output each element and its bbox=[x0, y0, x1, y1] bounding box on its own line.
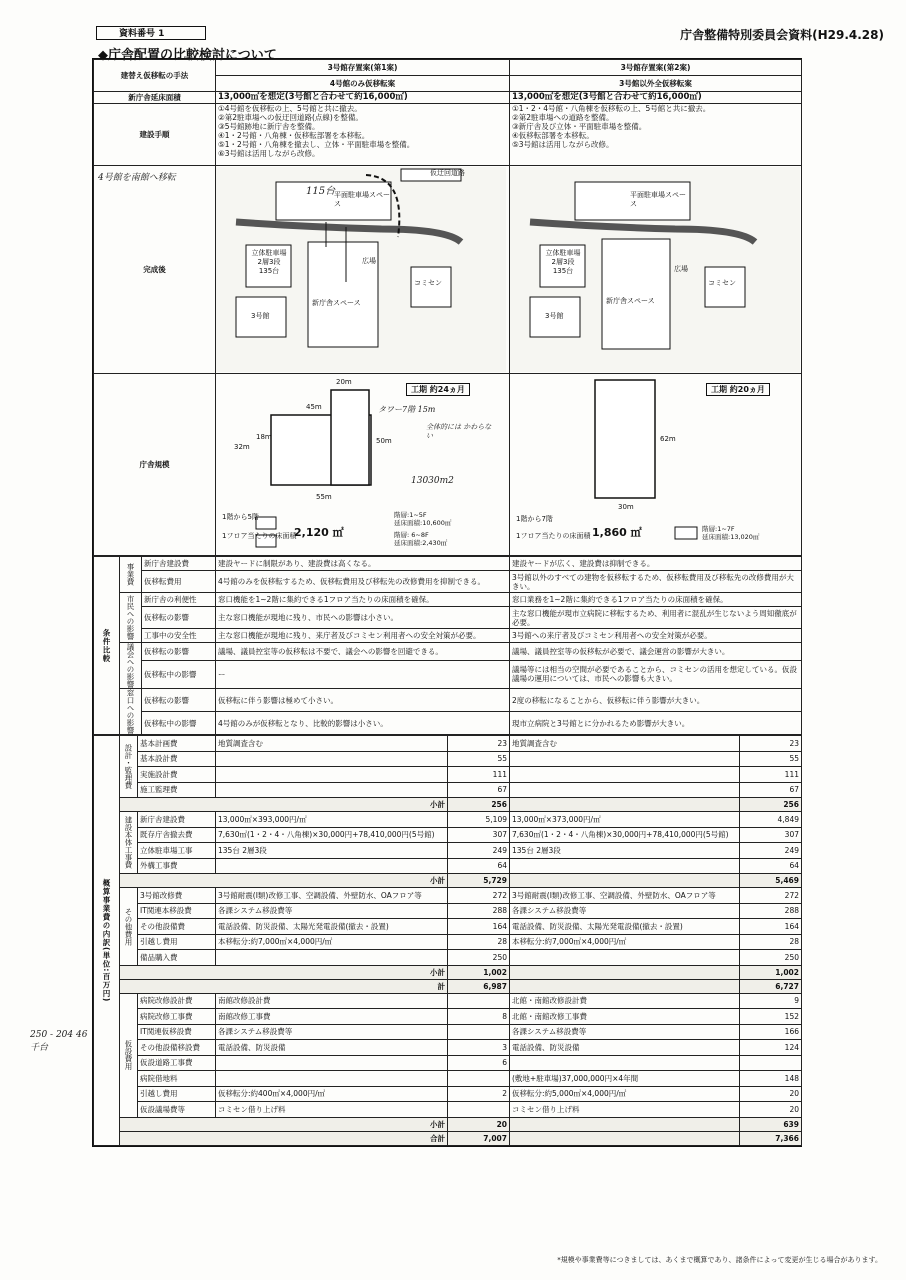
document-number: 資料番号 1 bbox=[96, 26, 206, 40]
condition-plan-b: 建設ヤードが広く、建設費は抑制できる。 bbox=[510, 557, 802, 571]
cost-plan-a-value bbox=[448, 993, 510, 1009]
step-item: ⑤3号館は活用しながら改修。 bbox=[512, 140, 614, 149]
plan-b-footprint bbox=[510, 375, 800, 555]
cost-row bbox=[94, 1024, 802, 1040]
parking-label: 平面駐車場スペース bbox=[334, 191, 390, 208]
condition-plan-b: 窓口業務を1~2階に集約できる1フロア当たりの床面積を確保。 bbox=[510, 593, 802, 607]
cost-row bbox=[94, 919, 802, 935]
cost-plan-b-value: 166 bbox=[740, 1024, 802, 1040]
cost-total-label: 計 bbox=[120, 979, 448, 993]
step-item: ③5号館跡地に新庁舎を整備。 bbox=[218, 122, 320, 131]
condition-item: 新庁舎建設費 bbox=[142, 557, 216, 571]
cost-subtotal-spacer bbox=[510, 798, 740, 812]
cost-plan-b-value: 250 bbox=[740, 950, 802, 966]
condition-plan-b: 3号館への来庁者及びコミセン利用者への安全対策が必要。 bbox=[510, 629, 802, 643]
cost-plan-b-value: 249 bbox=[740, 843, 802, 859]
plan-a-name: 3号館存置案(第1案) bbox=[216, 60, 510, 76]
cost-plan-a-note: 各課システム移設費等 bbox=[216, 903, 448, 919]
cost-item: 外構工事費 bbox=[138, 858, 216, 874]
legend-text: 延床面積:13,020㎡ bbox=[702, 532, 760, 541]
cost-plan-b-value: 20 bbox=[740, 1102, 802, 1118]
handwritten-margin-note: 250 - 204 46 千台 bbox=[30, 1030, 88, 1053]
plan-b-site-map bbox=[510, 166, 802, 374]
cost-row bbox=[94, 1071, 802, 1087]
after-label-text: 完成後 bbox=[143, 265, 166, 274]
cost-plan-a-value: 288 bbox=[448, 903, 510, 919]
cost-subtotal-b: 639 bbox=[740, 1117, 802, 1131]
plan-a-period: 工期 約24ヵ月 bbox=[406, 383, 470, 396]
dim-label: 55m bbox=[316, 492, 332, 501]
steps-label: 建設手順 bbox=[94, 104, 216, 166]
cost-subtotal-spacer bbox=[510, 1117, 740, 1131]
cost-plan-a-value: 67 bbox=[448, 782, 510, 798]
condition-plan-a: 建設ヤードに制限があり、建設費は高くなる。 bbox=[216, 557, 510, 571]
cost-total-spacer bbox=[510, 979, 740, 993]
cost-plan-a-note: 7,630㎡(1・2・4・八角棟)×30,000円+78,410,000円(5号館) bbox=[216, 827, 448, 843]
plaza-label: 広場 bbox=[674, 265, 688, 273]
cost-plan-b-note bbox=[510, 767, 740, 783]
plaza-label: 広場 bbox=[362, 257, 376, 265]
condition-item: 仮移転の影響 bbox=[142, 643, 216, 661]
cost-section-label: その他費用 bbox=[120, 888, 138, 966]
condition-row bbox=[94, 689, 802, 712]
cost-plan-a-note: 3号館耐震(Ⅰ類)改修工事、空調設備、外壁防水、OAフロア等 bbox=[216, 888, 448, 904]
condition-row bbox=[94, 643, 802, 661]
cost-subtotal-a: 20 bbox=[448, 1117, 510, 1131]
cost-item: 既存庁舎撤去費 bbox=[138, 827, 216, 843]
cost-plan-a-note: 南館改修設計費 bbox=[216, 993, 448, 1009]
cost-subtotal-spacer bbox=[510, 874, 740, 888]
footnote: *規模や事業費等につきましては、あくまで概算であり、諸条件によって変更が生じる場合があります。 bbox=[557, 1256, 882, 1264]
cost-row bbox=[94, 993, 802, 1009]
cost-plan-a-note bbox=[216, 858, 448, 874]
cost-plan-a-value bbox=[448, 1024, 510, 1040]
cost-row bbox=[94, 903, 802, 919]
detour-road-label: 仮迂回道路 bbox=[430, 169, 465, 177]
cost-row bbox=[94, 950, 802, 966]
cost-plan-b-note: 地質調査含む bbox=[510, 736, 740, 752]
cost-plan-a-value: 272 bbox=[448, 888, 510, 904]
cost-item: 引越し費用 bbox=[138, 1086, 216, 1102]
legend-text: 階層:1~5F bbox=[394, 510, 427, 519]
cost-row bbox=[94, 858, 802, 874]
legend-text: 延床面積:10,600㎡ bbox=[394, 518, 452, 527]
cost-plan-a-note: 本移転分:約7,000㎡×4,000円/㎡ bbox=[216, 934, 448, 950]
plan-a-floor-area: 13,000㎡を想定(3号館と合わせて約16,000㎡) bbox=[216, 92, 510, 104]
cost-plan-a-note: 仮移転分:約400㎡×4,000円/㎡ bbox=[216, 1086, 448, 1102]
cost-plan-a-note: 南館改修工事費 bbox=[216, 1009, 448, 1025]
cost-plan-b-note: 電話設備、防災設備 bbox=[510, 1040, 740, 1056]
cost-row bbox=[94, 1055, 802, 1071]
condition-subgroup: 市民への影響 bbox=[120, 593, 142, 643]
cost-total-a: 7,007 bbox=[448, 1131, 510, 1145]
condition-row bbox=[94, 660, 802, 688]
legend-text: 階層: 6~8F bbox=[394, 530, 429, 539]
cost-row bbox=[94, 934, 802, 950]
condition-plan-a: 仮移転に伴う影響は極めて小さい。 bbox=[216, 689, 510, 712]
plan-a-steps bbox=[216, 104, 510, 166]
cost-plan-a-value: 3 bbox=[448, 1040, 510, 1056]
plan-b-period: 工期 約20ヵ月 bbox=[706, 383, 770, 396]
cost-subtotal-row bbox=[94, 965, 802, 979]
condition-row bbox=[94, 629, 802, 643]
cost-item: IT関連仮移設費 bbox=[138, 1024, 216, 1040]
cost-plan-b-value: 23 bbox=[740, 736, 802, 752]
cost-plan-a-note: 電話設備、防災設備、太陽光発電設備(撤去・設置) bbox=[216, 919, 448, 935]
legend-text: 延床面積:2,430㎡ bbox=[394, 538, 448, 547]
multi-parking-label: 立体駐車場 2層3段 135台 bbox=[251, 249, 287, 275]
cost-row bbox=[94, 1102, 802, 1118]
plan-a-area: 2,120 ㎡ bbox=[294, 525, 344, 539]
cost-item: その他設備移設費 bbox=[138, 1040, 216, 1056]
method-label: 建替え仮移転の手法 bbox=[94, 60, 216, 92]
dim-label: 18m bbox=[256, 432, 272, 441]
step-item: ①1・2・4号館・八角棟を仮移転の上、5号館と共に撤去。 bbox=[512, 104, 711, 113]
cost-plan-b-value: 64 bbox=[740, 858, 802, 874]
floor-area-label: 新庁舎延床面積 bbox=[94, 92, 216, 104]
cost-subtotal-label: 小計 bbox=[120, 1117, 448, 1131]
cost-plan-b-value: 164 bbox=[740, 919, 802, 935]
cost-item: 立体駐車場工事 bbox=[138, 843, 216, 859]
plan-b-name: 3号館存置案(第2案) bbox=[510, 60, 802, 76]
handwritten-note: 13030m2 bbox=[411, 475, 454, 486]
cost-subtotal-label: 小計 bbox=[120, 965, 448, 979]
handwritten-note: タワー7階 15m bbox=[378, 404, 436, 414]
document-header-title: 庁舎整備特別委員会資料(H29.4.28) bbox=[680, 28, 884, 42]
dim-label: 50m bbox=[376, 436, 392, 445]
comparison-sheet bbox=[92, 58, 802, 1147]
cost-row bbox=[94, 812, 802, 828]
cost-subtotal-label: 小計 bbox=[120, 798, 448, 812]
condition-subgroup: 窓口への影響 bbox=[120, 689, 142, 735]
legend-text: 階層:1~7F bbox=[702, 524, 735, 533]
cost-total-row bbox=[94, 979, 802, 993]
cost-subtotal-spacer bbox=[510, 965, 740, 979]
plan-b-steps bbox=[510, 104, 802, 166]
cost-plan-a-note bbox=[216, 782, 448, 798]
cost-plan-b-note: 3号館耐震(Ⅰ類)改修工事、空調設備、外壁防水、OAフロア等 bbox=[510, 888, 740, 904]
cost-total-spacer bbox=[510, 1131, 740, 1145]
step-item: ②第2駐車場への仮迂回道路(点線)を整備。 bbox=[218, 113, 363, 122]
cost-row bbox=[94, 1040, 802, 1056]
cost-plan-a-note: 電話設備、防災設備 bbox=[216, 1040, 448, 1056]
cost-plan-b-value bbox=[740, 1055, 802, 1071]
cost-item: 施工監理費 bbox=[138, 782, 216, 798]
plan-b-floor-area: 13,000㎡を想定(3号館と合わせて約16,000㎡) bbox=[510, 92, 802, 104]
new-office-label: 新庁舎スペース bbox=[606, 297, 655, 305]
cost-total-label: 合計 bbox=[120, 1131, 448, 1145]
cost-item: 仮設議場費等 bbox=[138, 1102, 216, 1118]
cost-plan-a-value bbox=[448, 1102, 510, 1118]
dim-label: 45m bbox=[306, 402, 322, 411]
page-title: ◆庁舎配置の比較検討について bbox=[98, 48, 277, 63]
condition-subgroup: 事業費 bbox=[120, 557, 142, 593]
cost-plan-a-value: 55 bbox=[448, 751, 510, 767]
cost-plan-b-value: 288 bbox=[740, 903, 802, 919]
cost-item: 引越し費用 bbox=[138, 934, 216, 950]
cost-plan-a-note: 地質調査含む bbox=[216, 736, 448, 752]
step-item: ④1・2号館・八角棟・仮移転部署を本移転。 bbox=[218, 131, 370, 140]
plan-a-floors: 1階から5階 bbox=[222, 512, 259, 521]
cost-row bbox=[94, 1086, 802, 1102]
condition-group-label: 条件比較 bbox=[94, 557, 120, 735]
cost-plan-b-note: 仮移転分:約5,000㎡×4,000円/㎡ bbox=[510, 1086, 740, 1102]
cost-plan-b-value: 20 bbox=[740, 1086, 802, 1102]
plan-a-scale bbox=[216, 374, 510, 556]
cost-total-a: 6,987 bbox=[448, 979, 510, 993]
cost-subtotal-a: 1,002 bbox=[448, 965, 510, 979]
cost-plan-b-value: 111 bbox=[740, 767, 802, 783]
parking-label: 平面駐車場スペース bbox=[630, 191, 686, 208]
condition-item: 仮移転中の影響 bbox=[142, 712, 216, 735]
cost-total-b: 7,366 bbox=[740, 1131, 802, 1145]
cost-plan-a-value: 111 bbox=[448, 767, 510, 783]
step-item: ③新庁舎及び立体・平面駐車場を整備。 bbox=[512, 122, 647, 131]
building-3-label: 3号館 bbox=[545, 312, 564, 320]
cost-plan-b-value: 55 bbox=[740, 751, 802, 767]
cost-plan-a-note bbox=[216, 767, 448, 783]
cost-group-label: 概算事業費の内訳(単位:百万円) bbox=[94, 736, 120, 1146]
condition-plan-b: 主な窓口機能が現市立病院に移転するため、利用者に混乱が生じないよう周知徹底が必要。 bbox=[510, 607, 802, 629]
cost-plan-b-value: 124 bbox=[740, 1040, 802, 1056]
cost-plan-b-note: 本移転分:約7,000㎡×4,000円/㎡ bbox=[510, 934, 740, 950]
condition-plan-a: 4号館のみが仮移転となり、比較的影響は小さい。 bbox=[216, 712, 510, 735]
cost-item: 新庁舎建設費 bbox=[138, 812, 216, 828]
cost-plan-b-note bbox=[510, 751, 740, 767]
cost-item: 基本設計費 bbox=[138, 751, 216, 767]
plan-a-site-map bbox=[216, 166, 510, 374]
cost-plan-a-value: 6 bbox=[448, 1055, 510, 1071]
plan-a-subtitle: 4号館のみ仮移転案 bbox=[216, 76, 510, 92]
condition-row bbox=[94, 593, 802, 607]
plan-b-floors: 1階から7階 bbox=[516, 514, 553, 523]
condition-item: 仮移転中の影響 bbox=[142, 660, 216, 688]
cost-subtotal-b: 5,469 bbox=[740, 874, 802, 888]
condition-row bbox=[94, 607, 802, 629]
plan-a-footprint bbox=[216, 375, 506, 555]
building-3-label: 3号館 bbox=[251, 312, 270, 320]
cost-section-label: 設計・監理費 bbox=[120, 736, 138, 798]
cost-row bbox=[94, 782, 802, 798]
cost-plan-a-value: 2 bbox=[448, 1086, 510, 1102]
cost-plan-b-value: 4,849 bbox=[740, 812, 802, 828]
condition-item: 新庁舎の利便性 bbox=[142, 593, 216, 607]
cost-section-label: 仮設費用 bbox=[120, 993, 138, 1117]
cost-row bbox=[94, 1009, 802, 1025]
cost-row bbox=[94, 827, 802, 843]
cost-plan-a-note bbox=[216, 751, 448, 767]
cost-plan-a-value: 307 bbox=[448, 827, 510, 843]
cost-plan-b-note: 13,000㎡×373,000円/㎡ bbox=[510, 812, 740, 828]
cost-subtotal-a: 256 bbox=[448, 798, 510, 812]
cost-total-b: 6,727 bbox=[740, 979, 802, 993]
cost-plan-b-note bbox=[510, 782, 740, 798]
step-item: ②第2駐車場への道路を整備。 bbox=[512, 113, 614, 122]
plan-b-scale bbox=[510, 374, 802, 556]
cost-plan-a-value: 5,109 bbox=[448, 812, 510, 828]
comparison-table bbox=[93, 59, 802, 556]
cost-plan-a-value bbox=[448, 1071, 510, 1087]
cost-plan-b-note: 各課システム移設費等 bbox=[510, 1024, 740, 1040]
handwritten-count: 115台 bbox=[306, 186, 336, 197]
cost-plan-b-value: 28 bbox=[740, 934, 802, 950]
cost-plan-a-value: 64 bbox=[448, 858, 510, 874]
cost-plan-a-note: 各課システム移設費等 bbox=[216, 1024, 448, 1040]
cost-plan-b-note bbox=[510, 1055, 740, 1071]
step-item: ④仮移転部署を本移転。 bbox=[512, 131, 594, 140]
cost-plan-a-value: 249 bbox=[448, 843, 510, 859]
cost-plan-a-value: 28 bbox=[448, 934, 510, 950]
cost-plan-b-note: 7,630㎡(1・2・4・八角棟)×30,000円+78,410,000円(5号館) bbox=[510, 827, 740, 843]
cost-item: 備品購入費 bbox=[138, 950, 216, 966]
cost-plan-a-value: 23 bbox=[448, 736, 510, 752]
cost-plan-b-note: 北館・南館改修工事費 bbox=[510, 1009, 740, 1025]
plan-a-area-label: 1フロア当たりの床面積 bbox=[222, 531, 297, 540]
condition-row bbox=[94, 712, 802, 735]
scale-label: 庁舎規模 bbox=[94, 374, 216, 556]
condition-plan-b: 2度の移転になることから、仮移転に伴う影響が大きい。 bbox=[510, 689, 802, 712]
cost-row bbox=[94, 751, 802, 767]
condition-plan-a: ー bbox=[216, 660, 510, 688]
cost-plan-a-note: コミセン借り上げ料 bbox=[216, 1102, 448, 1118]
handwritten-note: 全体的には かわらない bbox=[426, 422, 492, 440]
cost-plan-a-note bbox=[216, 1071, 448, 1087]
cost-subtotal-row bbox=[94, 874, 802, 888]
condition-subgroup: 議会への影響 bbox=[120, 643, 142, 689]
cost-plan-b-note: 各課システム移設費等 bbox=[510, 903, 740, 919]
cost-plan-a-note: 13,000㎡×393,000円/㎡ bbox=[216, 812, 448, 828]
cost-plan-a-note bbox=[216, 1055, 448, 1071]
condition-plan-a: 議場、議員控室等の仮移転は不要で、議会への影響を回避できる。 bbox=[216, 643, 510, 661]
plan-b-subtitle: 3号館以外全仮移転案 bbox=[510, 76, 802, 92]
cost-item: 病院改修工事費 bbox=[138, 1009, 216, 1025]
condition-plan-a: 4号館のみを仮移転するため、仮移転費用及び移転先の改修費用を抑制できる。 bbox=[216, 571, 510, 593]
cost-subtotal-row bbox=[94, 1117, 802, 1131]
step-item: ⑤1・2号館・八角棟を撤去し、立体・平面駐車場を整備。 bbox=[218, 140, 415, 149]
condition-plan-b: 議場、議員控室等の仮移転が必要で、議会運営の影響が大きい。 bbox=[510, 643, 802, 661]
handwritten-note: 4号館を南館へ移転 bbox=[98, 173, 176, 183]
cost-item: 仮設道路工事費 bbox=[138, 1055, 216, 1071]
cost-item: 基本計画費 bbox=[138, 736, 216, 752]
cost-plan-a-value: 250 bbox=[448, 950, 510, 966]
cost-table bbox=[93, 735, 802, 1146]
cost-row bbox=[94, 888, 802, 904]
condition-plan-b: 3号館以外のすべての建物を仮移転するため、仮移転費用及び移転先の改修費用が大きい。 bbox=[510, 571, 802, 593]
condition-plan-b: 現市立病院と3号館とに分かれるため影響が大きい。 bbox=[510, 712, 802, 735]
cost-plan-a-note: 135台 2層3段 bbox=[216, 843, 448, 859]
cost-item: IT関連本移設費 bbox=[138, 903, 216, 919]
condition-plan-a: 主な窓口機能が現地に残り、市民への影響は小さい。 bbox=[216, 607, 510, 629]
cost-plan-a-value: 164 bbox=[448, 919, 510, 935]
cost-item: 3号館改修費 bbox=[138, 888, 216, 904]
condition-item: 工事中の安全性 bbox=[142, 629, 216, 643]
cost-subtotal-b: 1,002 bbox=[740, 965, 802, 979]
cost-row bbox=[94, 736, 802, 752]
cost-subtotal-row bbox=[94, 798, 802, 812]
cost-subtotal-b: 256 bbox=[740, 798, 802, 812]
comisen-label: コミセン bbox=[414, 279, 442, 287]
after-completion-label bbox=[94, 166, 216, 374]
cost-plan-b-value: 67 bbox=[740, 782, 802, 798]
dim-label: 32m bbox=[234, 442, 250, 451]
cost-plan-a-note bbox=[216, 950, 448, 966]
cost-plan-b-value: 152 bbox=[740, 1009, 802, 1025]
new-office-label: 新庁舎スペース bbox=[312, 299, 361, 307]
cost-plan-b-note: 135台 2層3段 bbox=[510, 843, 740, 859]
multi-parking-label: 立体駐車場 2層3段 135台 bbox=[545, 249, 581, 275]
dim-label: 20m bbox=[336, 377, 352, 386]
dim-label: 30m bbox=[618, 502, 634, 511]
step-item: ①4号館を仮移転の上、5号館と共に撤去。 bbox=[218, 104, 362, 113]
cost-item: その他設備費 bbox=[138, 919, 216, 935]
cost-item: 病院借地料 bbox=[138, 1071, 216, 1087]
cost-plan-b-value: 307 bbox=[740, 827, 802, 843]
cost-plan-b-note bbox=[510, 950, 740, 966]
cost-item: 実施設計費 bbox=[138, 767, 216, 783]
condition-item: 仮移転費用 bbox=[142, 571, 216, 593]
condition-plan-a: 窓口機能を1~2階に集約できる1フロア当たりの床面積を確保。 bbox=[216, 593, 510, 607]
cost-row bbox=[94, 843, 802, 859]
conditions-table bbox=[93, 556, 802, 735]
condition-item: 仮移転の影響 bbox=[142, 607, 216, 629]
cost-plan-b-note: (敷地+駐車場)37,000,000円×4年間 bbox=[510, 1071, 740, 1087]
cost-plan-b-value: 148 bbox=[740, 1071, 802, 1087]
cost-item: 病院改修設計費 bbox=[138, 993, 216, 1009]
cost-subtotal-label: 小計 bbox=[120, 874, 448, 888]
cost-section-label: 建設本体工事費 bbox=[120, 812, 138, 874]
cost-plan-b-note: 北館・南館改修設計費 bbox=[510, 993, 740, 1009]
plan-b-area: 1,860 ㎡ bbox=[592, 525, 642, 539]
condition-item: 仮移転の影響 bbox=[142, 689, 216, 712]
cost-plan-b-note: 電話設備、防災設備、太陽光発電設備(撤去・設置) bbox=[510, 919, 740, 935]
cost-plan-b-note bbox=[510, 858, 740, 874]
step-item: ⑥3号館は活用しながら改修。 bbox=[218, 149, 320, 158]
comisen-label: コミセン bbox=[708, 279, 736, 287]
dim-label: 62m bbox=[660, 434, 676, 443]
cost-plan-b-value: 272 bbox=[740, 888, 802, 904]
cost-subtotal-a: 5,729 bbox=[448, 874, 510, 888]
cost-plan-b-note: コミセン借り上げ料 bbox=[510, 1102, 740, 1118]
condition-plan-a: 主な窓口機能が現地に残り、来庁者及びコミセン利用者への安全対策が必要。 bbox=[216, 629, 510, 643]
condition-plan-b: 議場等には相当の空間が必要であることから、コミセンの活用を想定している。仮設議場の運用については、市民への影響も大きい。 bbox=[510, 660, 802, 688]
cost-total-row bbox=[94, 1131, 802, 1145]
plan-b-area-label: 1フロア当たりの床面積 bbox=[516, 531, 591, 540]
condition-row bbox=[94, 557, 802, 571]
cost-plan-a-value: 8 bbox=[448, 1009, 510, 1025]
cost-plan-b-value: 9 bbox=[740, 993, 802, 1009]
cost-row bbox=[94, 767, 802, 783]
condition-row bbox=[94, 571, 802, 593]
